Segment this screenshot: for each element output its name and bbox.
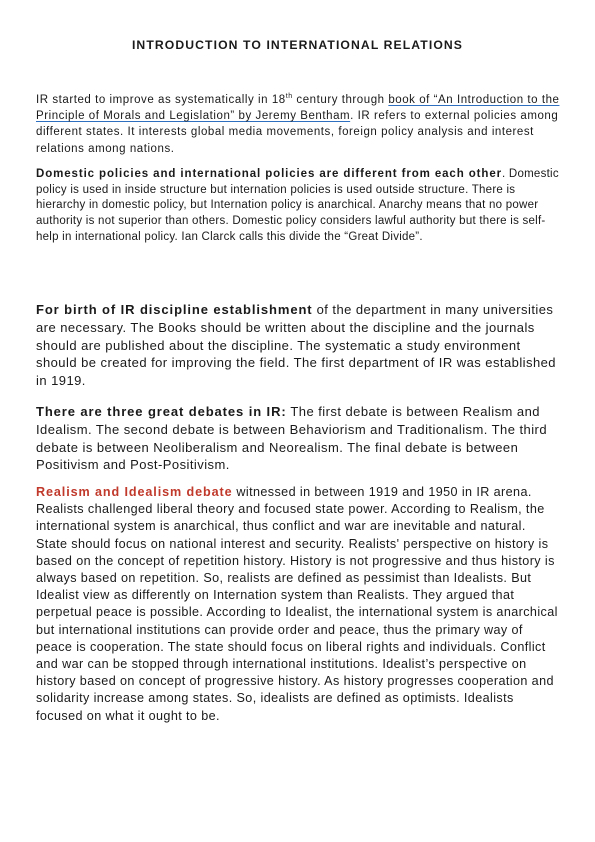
realism-idealism-paragraph — [36, 484, 561, 725]
discipline-birth-text: of the department in many universities are necessary. The Books should be written about the discipline and the journals should are published about the discipline. The systematic a study environment should be created for improving the field. The first department of IR was established in 1919. — [36, 302, 556, 389]
discipline-birth-heading: For birth of IR discipline establishment — [36, 302, 313, 317]
bentham-book-link[interactable]: book of “An Introduction to the Principle of Morals and Legislation” by Jeremy Bentham — [36, 94, 560, 123]
domestic-policy-paragraph — [36, 167, 561, 246]
realism-idealism-text: witnessed in between 1919 and 1950 in IR arena. Realists challenged liberal theory and focused state power. According to Realism, the international system is anarchical, thus conflict and war are inevitable and natural. State should focus on national interest and security. Realists' perspective on history is based on the concept of repetition history. History is not progressive and thus history is always based on repetition. So, realists are defined as pessimist than Idealists. But Idealist view as differently on Internation system than Realists. They argued that perpetual peace is possible. According to Idealist, the international system is anarchical but international institutions can provide order and peace, thus the primary way of peace is cooperation. The state should focus on liberal rights and individuals. Conflict and war can be stopped through international institutions. Idealist’s perspective on history based on concept of progressive history. As history progresses cooperation and solidarity increase among states. So, idealists are defined as optimists. Idealists focused on what it ought to be. — [36, 485, 558, 723]
great-debates-text: The first debate is between Realism and Idealism. The second debate is between Behaviorism and Traditionalism. The third debate is between Neoliberalism and Neorealism. The final debate is between Positivism and Post-Positivism. — [36, 404, 548, 473]
intro-text-1: IR started to improve as systematically in 18 — [36, 94, 286, 106]
great-debates-paragraph — [36, 403, 561, 474]
domestic-policy-text: . Domestic policy is used in inside structure but internation policies is used outside structure. There is hierarchy in domestic policy, but Internation policy is anarchical. Anarchy means that no power authority is not superior than others. Domestic policy considers lawful authority but there is self-help in international policy. Ian Clarck calls this divide the “Great Divide”. — [36, 168, 559, 243]
domestic-policy-heading: Domestic policies and international policies are different from each other — [36, 168, 502, 180]
intro-text-3: . IR refers to external policies among different states. It interests global media movements, foreign policy analysis and interest relations among nations. — [36, 110, 559, 155]
intro-paragraph — [36, 92, 561, 157]
discipline-birth-paragraph — [36, 301, 561, 390]
intro-text-2: century through — [292, 94, 389, 106]
realism-idealism-heading: Realism and Idealism debate — [36, 485, 233, 499]
superscript-th: th — [285, 93, 293, 101]
page-title: INTRODUCTION TO INTERNATIONAL RELATIONS — [131, 38, 464, 52]
great-debates-heading: There are three great debates in IR: — [36, 404, 287, 419]
